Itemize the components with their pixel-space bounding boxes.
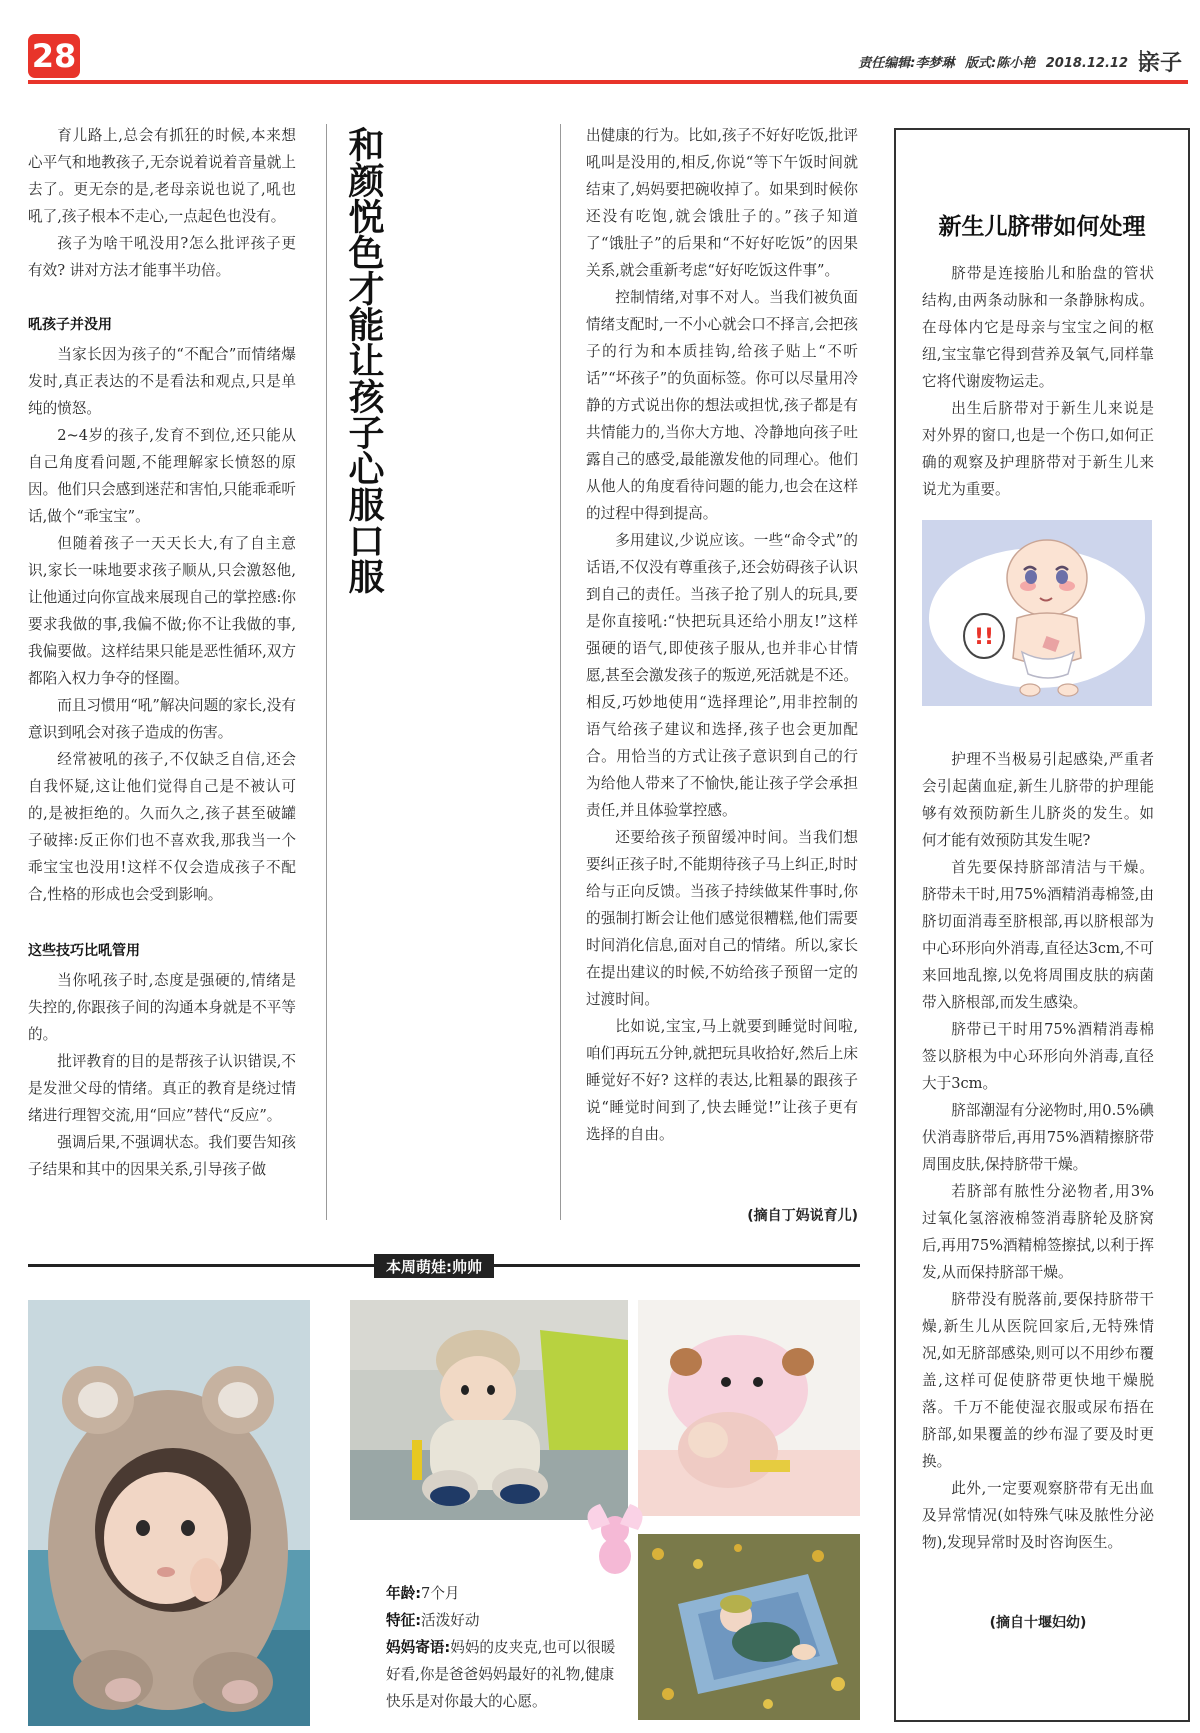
paragraph: 批评教育的目的是帮孩子认识错误,不是发泄父母的情绪。真正的教育是绕过情绪进行理智交流,用“回应”替代“反应”。 bbox=[28, 1053, 296, 1124]
paragraph: 出健康的行为。比如,孩子不好好吃饭,批评吼叫是没用的,相反,你说“等下午饭时间就结束了,妈妈要把碗收掉了。如果到时候你还没有吃饱,就会饿肚子的。”孩子知道了“饿肚子”的后果和“不好好吃饭”的因果关系,就会重新考虑“好好吃饭这件事”。 bbox=[586, 127, 858, 279]
paragraph: 多用建议,少说应该。一些“命令式”的话语,不仅没有尊重孩子,还会妨碍孩子认识到自己的责任。当孩子抢了别人的玩具,要是你直接吼:“快把玩具还给小朋友!”这样强硬的语气,即使孩子服从,也并非心甘情愿,甚至会激发孩子的叛逆,死活就是不还。相反,巧妙地使用“选择理论”,用非控制的语气给孩子建议和选择,孩子也会更加配合。用恰当的方式让孩子意识到自己的行为给他人带来了不愉快,能让孩子学会承担责任,并且体验掌控感。 bbox=[586, 532, 858, 819]
issue-date: 2018.12.12 bbox=[1045, 56, 1128, 71]
paragraph: 脐带已干时用75%酒精消毒棉签以脐根为中心环形向外消毒,直径大于3cm。 bbox=[922, 1021, 1154, 1092]
age-label: 年龄: bbox=[386, 1585, 422, 1602]
baby-info bbox=[386, 1580, 618, 1715]
header-credits bbox=[852, 52, 1128, 71]
baby-illustration bbox=[922, 520, 1152, 706]
message-label: 妈妈寄语: bbox=[386, 1639, 451, 1656]
sidebar-text-bottom bbox=[922, 746, 1154, 1556]
section-name: 亲子 bbox=[1137, 51, 1182, 76]
paragraph: 脐部潮湿有分泌物时,用0.5%碘伏消毒脐带后,再用75%酒精擦脐带周围皮肤,保持脐带干燥。 bbox=[922, 1102, 1154, 1173]
baby-photo-leaves bbox=[638, 1534, 860, 1720]
trait-value: 活泼好动 bbox=[421, 1612, 480, 1629]
page-number-badge bbox=[28, 34, 80, 78]
paragraph: 脐带没有脱落前,要保持脐带干燥,新生儿从医院回家后,无特殊情况,如无脐部感染,则可以不用纱布覆盖,这样可促使脐带更快地干燥脱落。千万不能使湿衣服或尿布捂在脐部,如果覆盖的纱布湿了要及时更换。 bbox=[922, 1291, 1154, 1470]
paragraph: 脐带是连接胎儿和胎盘的管状结构,由两条动脉和一条静脉构成。在母体内它是母亲与宝宝之间的枢纽,宝宝靠它得到营养及氧气,同样靠它将代谢废物运走。 bbox=[922, 265, 1154, 390]
baby-message bbox=[386, 1634, 618, 1715]
paragraph: 此外,一定要观察脐带有无出血及异常情况(如特殊气味及脓性分泌物),发现异常时及时咨询医生。 bbox=[922, 1480, 1154, 1551]
paragraph: 孩子为啥干吼没用?怎么批评孩子更有效? 讲对方法才能事半功倍。 bbox=[28, 235, 296, 279]
article-source: (摘自丁妈说育儿) bbox=[747, 1208, 858, 1224]
paragraph: 当你吼孩子时,态度是强硬的,情绪是失控的,你跟孩子间的沟通本身就是不平等的。 bbox=[28, 972, 296, 1043]
sidebar-title: 新生儿脐带如何处理 bbox=[938, 213, 1146, 240]
header-rule bbox=[28, 80, 1188, 84]
paragraph: 出生后脐带对于新生儿来说是对外界的窗口,也是一个伤口,如何正确的观察及护理脐带对于新生儿来说尤为重要。 bbox=[922, 400, 1154, 498]
exclamation-bubble-icon bbox=[964, 614, 1004, 658]
paragraph: 育儿路上,总会有抓狂的时候,本来想心平气和地教孩子,无奈说着说着音量就上去了。更无奈的是,老母亲说也说了,吼也吼了,孩子根本不走心,一点起色也没有。 bbox=[28, 127, 296, 225]
paragraph: 首先要保持脐部清洁与干燥。脐带未干时,用75%酒精消毒棉签,由脐切面消毒至脐根部,再以脐根部为中心环形向外消毒,直径达3cm,不可来回地乱擦,以免将周围皮肤的病菌带入脐根部,而发生感染。 bbox=[922, 859, 1154, 1011]
baby-photo-pink-hood bbox=[638, 1300, 860, 1516]
paragraph: 强调后果,不强调状态。我们要告知孩子结果和其中的因果关系,引导孩子做 bbox=[28, 1134, 296, 1178]
paragraph: 2~4岁的孩子,发育不到位,还只能从自己角度看问题,不能理解家长愤怒的原因。他们只会感到迷茫和害怕,只能乖乖听话,做个“乖宝宝”。 bbox=[28, 427, 296, 525]
paragraph: 若脐部有脓性分泌物者,用3%过氧化氢溶液棉签消毒脐轮及脐窝后,再用75%酒精棉签擦拭,以利于挥发,从而保持脐部干燥。 bbox=[922, 1183, 1154, 1281]
article-column-2 bbox=[586, 122, 858, 1148]
subheading: 这些技巧比吼管用 bbox=[28, 943, 140, 959]
baby-age bbox=[386, 1580, 618, 1607]
svg-text:!!: !! bbox=[973, 625, 995, 650]
sidebar-source: (摘自十堰妇幼) bbox=[989, 1615, 1087, 1631]
paragraph: 而且习惯用“吼”解决问题的家长,没有意识到吼会对孩子造成的伤害。 bbox=[28, 697, 296, 741]
sidebar-text-top bbox=[922, 260, 1154, 503]
article-column-1 bbox=[28, 122, 296, 1183]
paragraph: 但随着孩子一天天长大,有了自主意识,家长一味地要求孩子顺从,只会激怒他,让他通过向你宣战来展现自己的掌控感:你要求我做的事,我偏不做;你不让我做的事,我偏要做。这样结果只能是恶性循环,双方都陷入权力争夺的怪圈。 bbox=[28, 535, 296, 687]
baby-photo-sofa bbox=[350, 1300, 628, 1520]
age-value: 7个月 bbox=[421, 1585, 460, 1602]
column-divider bbox=[326, 124, 327, 1220]
editor-credit: 责任编辑:李梦琳 bbox=[858, 56, 955, 71]
paragraph: 当家长因为孩子的“不配合”而情绪爆发时,真正表达的不是看法和观点,只是单纯的愤怒。 bbox=[28, 346, 296, 417]
layout-credit: 版式:陈小艳 bbox=[965, 56, 1036, 71]
paragraph: 还要给孩子预留缓冲时间。当我们想要纠正孩子时,不能期待孩子马上纠正,时时给与正向反馈。当孩子持续做某件事时,你的强制打断会让他们感觉很糟糕,他们需要时间消化信息,面对自己的情绪。所以,家长在提出建议的时候,不妨给孩子预留一定的过渡时间。 bbox=[586, 829, 858, 1008]
paragraph: 比如说,宝宝,马上就要到睡觉时间啦,咱们再玩五分钟,就把玩具收拾好,然后上床睡觉好不好? 这样的表达,比粗暴的跟孩子说“睡觉时间到了,快去睡觉!”让孩子更有选择的自由。 bbox=[586, 1018, 858, 1143]
feature-label: 本周萌娃:帅帅 bbox=[374, 1254, 494, 1278]
paragraph: 控制情绪,对事不对人。当我们被负面情绪支配时,一不小心就会口不择言,会把孩子的行为和本质挂钩,给孩子贴上“不听话”“坏孩子”的负面标签。你可以尽量用冷静的方式说出你的想法或担忧,孩子都是有共情能力的,当你大方地、冷静地向孩子吐露自己的感受,最能激发他的同理心。他们从他人的角度看待问题的能力,也会在这样的过程中得到提高。 bbox=[586, 289, 858, 522]
baby-photo-bear-costume bbox=[28, 1300, 310, 1726]
message-value: 妈妈的皮夹克,也可以很暖好看,你是爸爸妈妈最好的礼物,健康快乐是对你最大的心愿。 bbox=[386, 1639, 616, 1710]
column-divider bbox=[560, 124, 561, 1220]
paragraph: 经常被吼的孩子,不仅缺乏自信,还会自我怀疑,这让他们觉得自己是不被认可的,是被拒绝的。久而久之,孩子甚至破罐子破摔:反正你们也不喜欢我,那我当一个乖宝宝也没用!这样不仅会造成孩子不配合,性格的形成也会受到影响。 bbox=[28, 751, 296, 903]
trait-label: 特征: bbox=[386, 1612, 422, 1629]
page-number: 28 bbox=[31, 37, 77, 75]
subheading: 吼孩子并没用 bbox=[28, 317, 112, 333]
baby-trait bbox=[386, 1607, 618, 1634]
paragraph: 护理不当极易引起感染,严重者会引起菌血症,新生儿脐带的护理能够有效预防新生儿脐炎的发生。如何才能有效预防其发生呢? bbox=[922, 751, 1154, 849]
article-title: 和颜悦色才能让孩子心服口服 bbox=[343, 126, 385, 594]
